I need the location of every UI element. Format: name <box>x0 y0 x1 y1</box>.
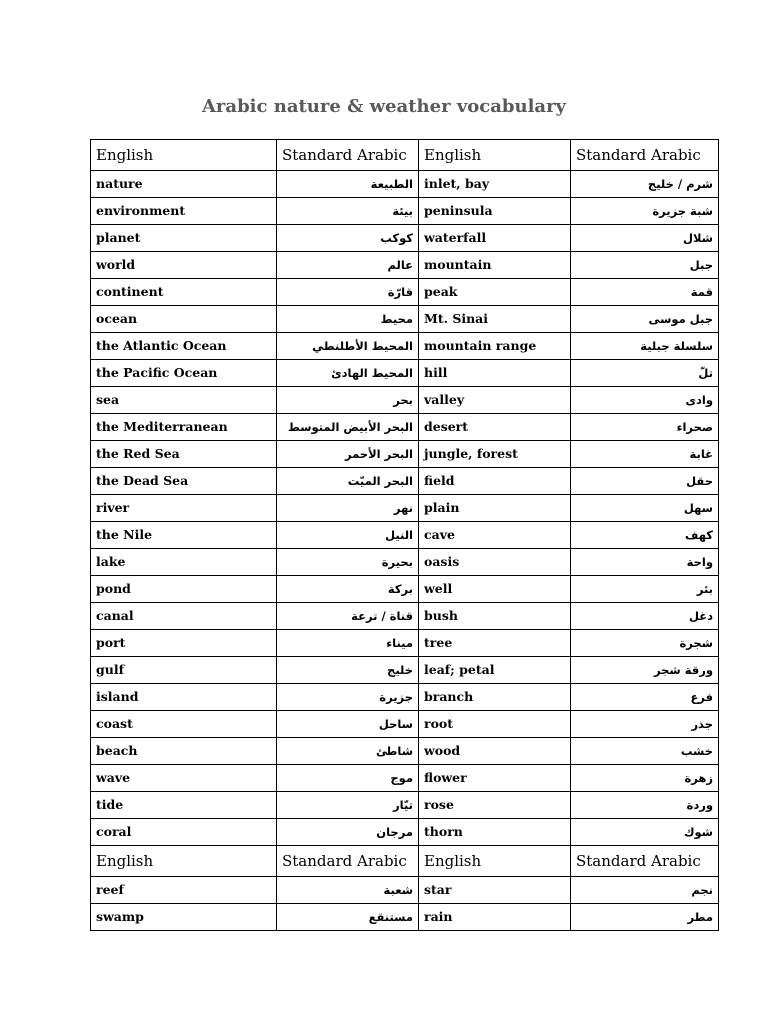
table-row <box>91 765 719 792</box>
english-cell: the Atlantic Ocean <box>91 333 277 360</box>
table-header-row <box>91 140 719 171</box>
arabic-cell: زهرة <box>571 765 719 792</box>
english-cell: branch <box>419 684 571 711</box>
table-row <box>91 198 719 225</box>
english-cell: coral <box>91 819 277 846</box>
table-row <box>91 441 719 468</box>
arabic-cell: ساحل <box>277 711 419 738</box>
table-row <box>91 576 719 603</box>
english-cell: valley <box>419 387 571 414</box>
english-cell: inlet, bay <box>419 171 571 198</box>
table-row <box>91 877 719 904</box>
column-header: English <box>419 846 571 877</box>
arabic-cell: شرم / خليج <box>571 171 719 198</box>
arabic-cell: بحيرة <box>277 549 419 576</box>
english-cell: river <box>91 495 277 522</box>
arabic-cell: سلسلة جبلية <box>571 333 719 360</box>
arabic-cell: قارّة <box>277 279 419 306</box>
english-cell: beach <box>91 738 277 765</box>
table-row <box>91 333 719 360</box>
arabic-cell: شلال <box>571 225 719 252</box>
arabic-cell: خليج <box>277 657 419 684</box>
english-cell: swamp <box>91 904 277 931</box>
arabic-cell: مستنقع <box>277 904 419 931</box>
arabic-cell: قمة <box>571 279 719 306</box>
arabic-cell: مطر <box>571 904 719 931</box>
column-header: English <box>91 846 277 877</box>
english-cell: hill <box>419 360 571 387</box>
arabic-cell: غابة <box>571 441 719 468</box>
arabic-cell: كهف <box>571 522 719 549</box>
english-cell: reef <box>91 877 277 904</box>
english-cell: leaf; petal <box>419 657 571 684</box>
table-row <box>91 225 719 252</box>
english-cell: rain <box>419 904 571 931</box>
english-cell: wave <box>91 765 277 792</box>
column-header: Standard Arabic <box>571 846 719 877</box>
english-cell: peninsula <box>419 198 571 225</box>
english-cell: waterfall <box>419 225 571 252</box>
arabic-cell: وردة <box>571 792 719 819</box>
table-row <box>91 360 719 387</box>
arabic-cell: شبة جزيرة <box>571 198 719 225</box>
arabic-cell: الطبيعة <box>277 171 419 198</box>
english-cell: the Pacific Ocean <box>91 360 277 387</box>
arabic-cell: نهر <box>277 495 419 522</box>
arabic-cell: حقل <box>571 468 719 495</box>
arabic-cell: المحيط الهادئ <box>277 360 419 387</box>
english-cell: canal <box>91 603 277 630</box>
column-header: Standard Arabic <box>571 140 719 171</box>
english-cell: nature <box>91 171 277 198</box>
column-header: English <box>91 140 277 171</box>
english-cell: world <box>91 252 277 279</box>
english-cell: tree <box>419 630 571 657</box>
arabic-cell: محيط <box>277 306 419 333</box>
arabic-cell: جزيرة <box>277 684 419 711</box>
arabic-cell: بركة <box>277 576 419 603</box>
english-cell: planet <box>91 225 277 252</box>
english-cell: flower <box>419 765 571 792</box>
table-row <box>91 171 719 198</box>
arabic-cell: جبل موسى <box>571 306 719 333</box>
table-row <box>91 468 719 495</box>
arabic-cell: البحر الميّت <box>277 468 419 495</box>
english-cell: thorn <box>419 819 571 846</box>
arabic-cell: صحراء <box>571 414 719 441</box>
arabic-cell: مرجان <box>277 819 419 846</box>
english-cell: oasis <box>419 549 571 576</box>
english-cell: the Nile <box>91 522 277 549</box>
table-row <box>91 819 719 846</box>
table-row <box>91 522 719 549</box>
arabic-cell: البحر الأبيض المتوسط <box>277 414 419 441</box>
english-cell: rose <box>419 792 571 819</box>
english-cell: island <box>91 684 277 711</box>
arabic-cell: شجرة <box>571 630 719 657</box>
english-cell: Mt. Sinai <box>419 306 571 333</box>
arabic-cell: ميناء <box>277 630 419 657</box>
english-cell: coast <box>91 711 277 738</box>
english-cell: environment <box>91 198 277 225</box>
english-cell: well <box>419 576 571 603</box>
english-cell: root <box>419 711 571 738</box>
english-cell: gulf <box>91 657 277 684</box>
arabic-cell: تيّار <box>277 792 419 819</box>
arabic-cell: وادى <box>571 387 719 414</box>
english-cell: wood <box>419 738 571 765</box>
arabic-cell: شوك <box>571 819 719 846</box>
english-cell: cave <box>419 522 571 549</box>
english-cell: lake <box>91 549 277 576</box>
arabic-cell: المحيط الأطلنطي <box>277 333 419 360</box>
english-cell: the Mediterranean <box>91 414 277 441</box>
table-row <box>91 252 719 279</box>
english-cell: jungle, forest <box>419 441 571 468</box>
arabic-cell: فرع <box>571 684 719 711</box>
arabic-cell: شاطئ <box>277 738 419 765</box>
table-row <box>91 630 719 657</box>
arabic-cell: بيئة <box>277 198 419 225</box>
table-row <box>91 387 719 414</box>
table-row <box>91 684 719 711</box>
arabic-cell: النيل <box>277 522 419 549</box>
arabic-cell: ورقة شجر <box>571 657 719 684</box>
arabic-cell: جبل <box>571 252 719 279</box>
english-cell: pond <box>91 576 277 603</box>
arabic-cell: البحر الأحمر <box>277 441 419 468</box>
vocabulary-table <box>90 139 719 931</box>
column-header: English <box>419 140 571 171</box>
arabic-cell: بحر <box>277 387 419 414</box>
arabic-cell: سهل <box>571 495 719 522</box>
arabic-cell: واحة <box>571 549 719 576</box>
table-row <box>91 904 719 931</box>
english-cell: plain <box>419 495 571 522</box>
table-row <box>91 414 719 441</box>
table-row <box>91 792 719 819</box>
english-cell: peak <box>419 279 571 306</box>
english-cell: the Dead Sea <box>91 468 277 495</box>
english-cell: the Red Sea <box>91 441 277 468</box>
arabic-cell: جذر <box>571 711 719 738</box>
table-row <box>91 306 719 333</box>
english-cell: desert <box>419 414 571 441</box>
arabic-cell: قناة / ترعة <box>277 603 419 630</box>
english-cell: mountain range <box>419 333 571 360</box>
english-cell: bush <box>419 603 571 630</box>
arabic-cell: شعبة <box>277 877 419 904</box>
table-row <box>91 657 719 684</box>
table-row <box>91 711 719 738</box>
arabic-cell: نجم <box>571 877 719 904</box>
english-cell: port <box>91 630 277 657</box>
english-cell: continent <box>91 279 277 306</box>
english-cell: ocean <box>91 306 277 333</box>
english-cell: star <box>419 877 571 904</box>
arabic-cell: دغل <box>571 603 719 630</box>
table-row <box>91 279 719 306</box>
arabic-cell: موج <box>277 765 419 792</box>
arabic-cell: عالم <box>277 252 419 279</box>
english-cell: mountain <box>419 252 571 279</box>
table-row <box>91 549 719 576</box>
english-cell: sea <box>91 387 277 414</box>
table-row <box>91 603 719 630</box>
arabic-cell: خشب <box>571 738 719 765</box>
english-cell: field <box>419 468 571 495</box>
table-header-row <box>91 846 719 877</box>
arabic-cell: تلّ <box>571 360 719 387</box>
column-header: Standard Arabic <box>277 846 419 877</box>
table-row <box>91 495 719 522</box>
arabic-cell: بئر <box>571 576 719 603</box>
page-title: Arabic nature & weather vocabulary <box>201 96 567 117</box>
table-row <box>91 738 719 765</box>
column-header: Standard Arabic <box>277 140 419 171</box>
arabic-cell: كوكب <box>277 225 419 252</box>
english-cell: tide <box>91 792 277 819</box>
